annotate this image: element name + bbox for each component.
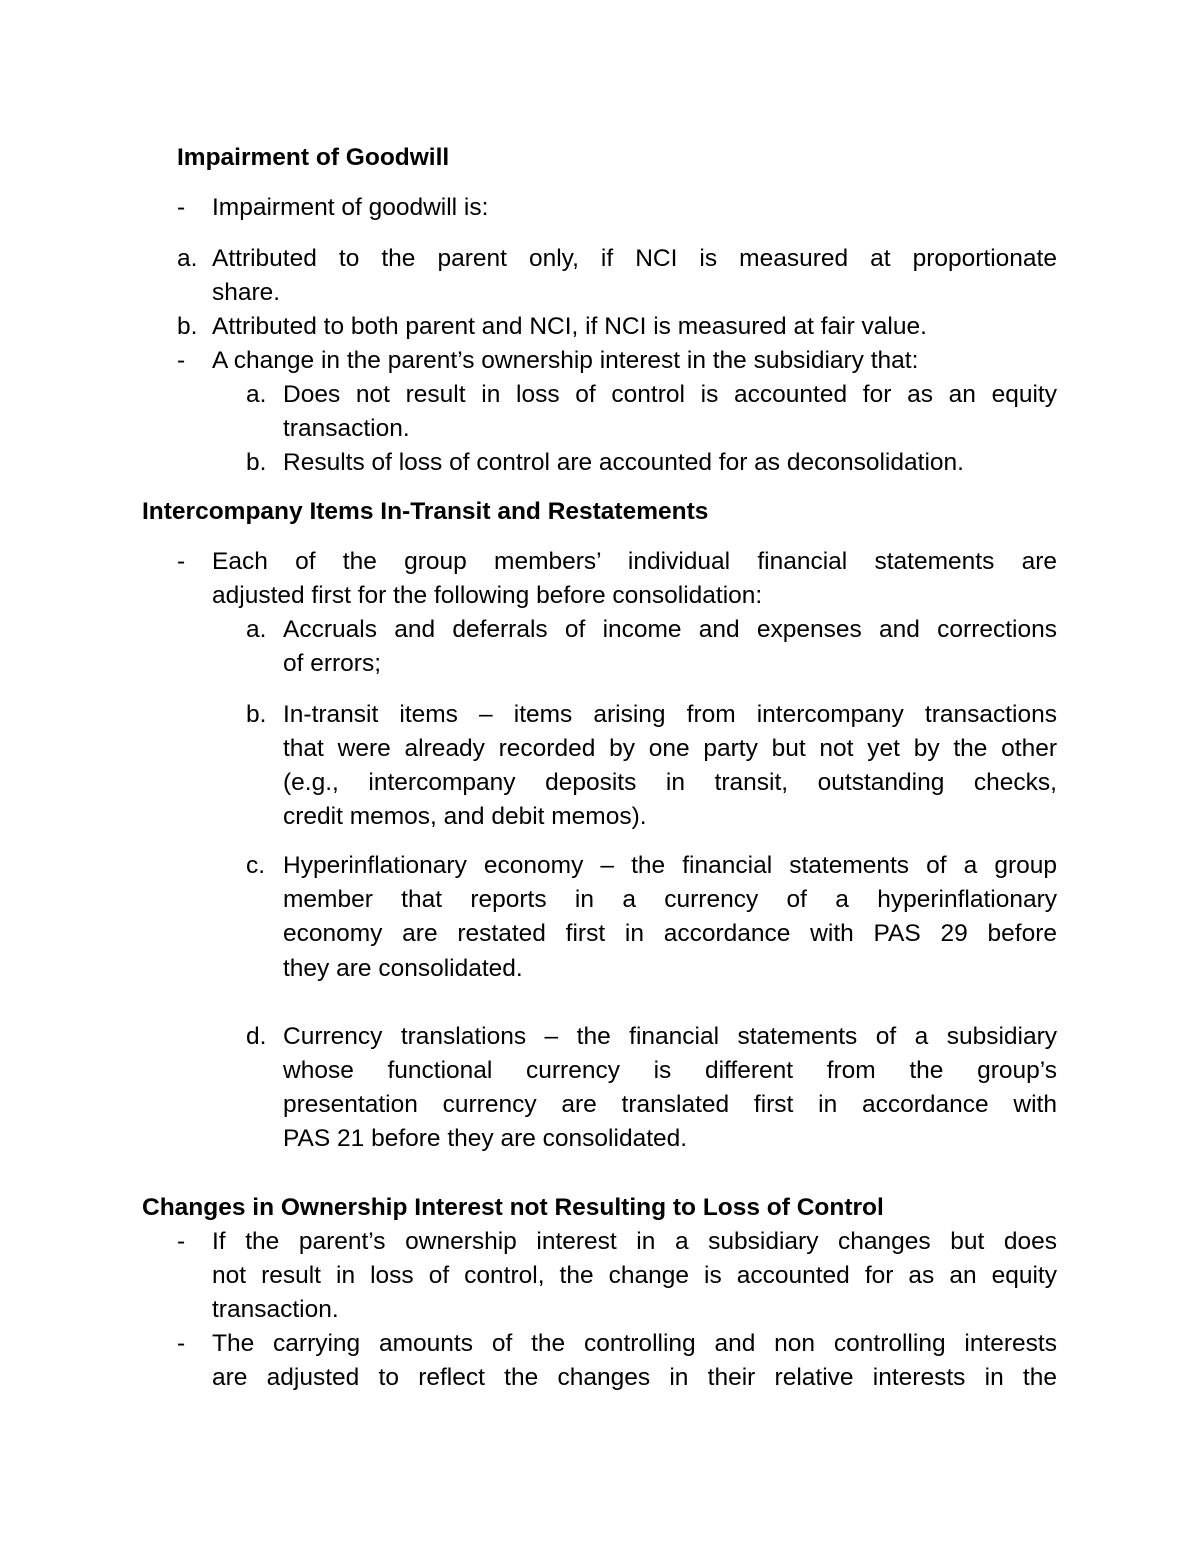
- list-item-text: member that reports in a currency of a hyperinflationary: [283, 886, 1057, 913]
- bullet-text: If the parent’s ownership interest in a subsidiary changes but does: [212, 1228, 1057, 1255]
- list-marker: d.: [246, 1023, 267, 1050]
- list-item-text: they are consolidated.: [283, 955, 523, 982]
- list-marker: b.: [246, 449, 267, 476]
- bullet-text: A change in the parent’s ownership interest in the subsidiary that:: [212, 347, 919, 374]
- list-item-text: Attributed to both parent and NCI, if NCI is measured at fair value.: [212, 313, 927, 340]
- list-marker: b.: [246, 701, 267, 728]
- list-item-text: In-transit items – items arising from intercompany transactions: [283, 701, 1057, 728]
- section-heading-impairment-of-goodwill: Impairment of Goodwill: [177, 144, 450, 171]
- section-heading-intercompany-items: Intercompany Items In-Transit and Restatements: [142, 498, 709, 525]
- bullet-text: Each of the group members’ individual financial statements are: [212, 548, 1057, 575]
- bullet-text: transaction.: [212, 1296, 339, 1323]
- bullet-text: Impairment of goodwill is:: [212, 194, 489, 221]
- list-marker: a.: [246, 381, 267, 408]
- list-item-text: credit memos, and debit memos).: [283, 803, 647, 830]
- list-item-text: share.: [212, 279, 281, 306]
- list-item-text: PAS 21 before they are consolidated.: [283, 1125, 688, 1152]
- bullet-text: not result in loss of control, the change is accounted for as an equity: [212, 1262, 1057, 1289]
- list-item-text: Accruals and deferrals of income and expenses and corrections: [283, 616, 1057, 643]
- list-item-text: Currency translations – the financial statements of a subsidiary: [283, 1023, 1057, 1050]
- bullet-text: are adjusted to reflect the changes in their relative interests in the: [212, 1364, 1057, 1391]
- list-item-text: transaction.: [283, 415, 410, 442]
- list-item-text: Attributed to the parent only, if NCI is measured at proportionate: [212, 245, 1057, 272]
- bullet-text: The carrying amounts of the controlling and non controlling interests: [212, 1330, 1057, 1357]
- bullet-marker: -: [177, 194, 186, 221]
- list-item-text: Hyperinflationary economy – the financial statements of a group: [283, 852, 1057, 879]
- list-item-text: whose functional currency is different from the group’s: [283, 1057, 1057, 1084]
- list-item-text: Results of loss of control are accounted for as deconsolidation.: [283, 449, 964, 476]
- list-item-text: of errors;: [283, 650, 382, 677]
- list-marker: c.: [246, 852, 266, 879]
- bullet-marker: -: [177, 1330, 186, 1357]
- list-marker: a.: [246, 616, 267, 643]
- list-item-text: that were already recorded by one party but not yet by the other: [283, 735, 1057, 762]
- list-item-text: economy are restated first in accordance with PAS 29 before: [283, 920, 1057, 947]
- list-item-text: (e.g., intercompany deposits in transit, outstanding checks,: [283, 769, 1057, 796]
- list-marker: a.: [177, 245, 198, 272]
- bullet-marker: -: [177, 347, 186, 374]
- list-marker: b.: [177, 313, 198, 340]
- bullet-text: adjusted first for the following before consolidation:: [212, 582, 763, 609]
- bullet-marker: -: [177, 1228, 186, 1255]
- list-item-text: presentation currency are translated first in accordance with: [283, 1091, 1057, 1118]
- section-heading-changes-in-ownership: Changes in Ownership Interest not Resulting to Loss of Control: [142, 1194, 884, 1221]
- bullet-marker: -: [177, 548, 186, 575]
- list-item-text: Does not result in loss of control is accounted for as an equity: [283, 381, 1057, 408]
